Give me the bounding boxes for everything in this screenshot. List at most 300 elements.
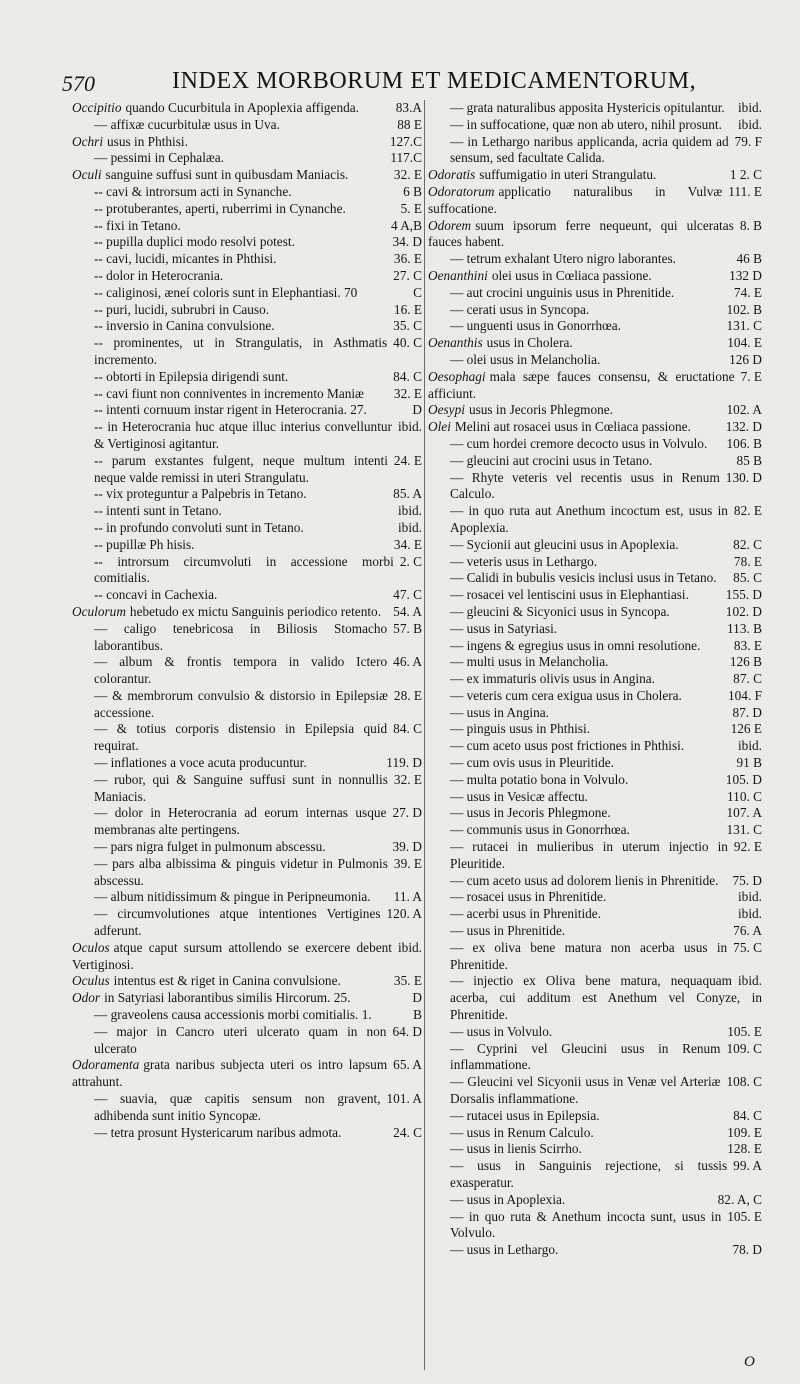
- index-entry: [428, 352, 762, 369]
- entry-reference: 99. A: [733, 1158, 762, 1174]
- entry-reference: 4 A,B: [390, 217, 422, 233]
- entry-headword: Oenanthini: [428, 267, 488, 283]
- entry-reference: 78. D: [732, 1242, 762, 1258]
- column-divider: [424, 100, 425, 1370]
- index-entry: [428, 621, 762, 638]
- index-entry: [428, 906, 762, 923]
- entry-text: — rosacei usus in Phrenitide.: [450, 889, 607, 905]
- index-column-left: [72, 100, 422, 1370]
- index-entry: [72, 654, 422, 688]
- entry-reference: 108. C: [726, 1074, 762, 1090]
- entry-text: -- obtorti in Epilepsia dirigendi sunt.: [94, 368, 289, 384]
- index-entry: [428, 671, 762, 688]
- index-entry: [428, 402, 762, 419]
- index-entry: [72, 184, 422, 201]
- entry-reference: 84. C: [393, 368, 422, 384]
- index-entry: [72, 503, 422, 520]
- entry-reference: 110. C: [727, 788, 762, 804]
- entry-text: — in suffocatione, quæ non ab utero, nihil prosunt.: [450, 116, 722, 132]
- entry-headword: Oculorum: [72, 603, 126, 619]
- entry-reference: 88 E: [397, 116, 422, 132]
- entry-headword: Oculus: [72, 973, 110, 989]
- entry-reference: 1 2. C: [729, 167, 762, 183]
- index-entry: [72, 201, 422, 218]
- index-entry: [72, 402, 422, 419]
- entry-text: -- prominentes, ut in Strangulatis, in Asthmatis incremento.: [94, 335, 388, 367]
- entry-text: — pars nigra fulget in pulmonum abscessu.: [94, 839, 326, 855]
- entry-reference: 76. A: [733, 923, 762, 939]
- running-title: INDEX MORBORUM ET MEDICAMENTORUM,: [172, 68, 697, 94]
- entry-text: -- parum exstantes fulgent, neque multum intenti neque valde remissi in uteri Strangulatu.: [94, 452, 388, 485]
- index-entry: [428, 721, 762, 738]
- entry-reference: 27. C: [393, 267, 422, 283]
- index-entry: [72, 1024, 422, 1058]
- entry-text: — album & frontis tempora in valido Ictero colorantur.: [94, 654, 388, 687]
- entry-text: — usus in Vesicæ affectu.: [450, 788, 589, 804]
- entry-text: — usus in lienis Scirrho.: [450, 1141, 582, 1157]
- entry-text: olei usus in Cœliaca passione.: [491, 267, 652, 283]
- entry-reference: C: [413, 284, 422, 300]
- entry-text: — in quo ruta & Anethum incocta sunt, usus in Volvulo.: [450, 1208, 722, 1241]
- index-entry: [72, 621, 422, 655]
- entry-reference: 109. E: [727, 1124, 762, 1140]
- entry-text: — in Lethargo naribus applicanda, acria quidem ad sensum, sed facultate Calida.: [450, 133, 729, 166]
- entry-headword: Oesypi: [428, 402, 465, 418]
- entry-reference: 74. E: [733, 284, 762, 300]
- entry-text: — multa potatio bona in Volvulo.: [450, 771, 629, 787]
- entry-text: usus in Cholera.: [486, 335, 573, 351]
- index-entry: [428, 268, 762, 285]
- entry-text: Melini aut rosacei usus in Cœliaca passione.: [454, 419, 691, 435]
- index-entry: [72, 721, 422, 755]
- entry-reference: 28. E: [393, 687, 422, 703]
- entry-reference: 79. F: [734, 133, 762, 149]
- entry-reference: 36. E: [393, 251, 422, 267]
- entry-text: usus in Phthisi.: [107, 133, 188, 149]
- entry-reference: 34. D: [392, 234, 422, 250]
- entry-text: -- intenti sunt in Tetano.: [94, 503, 222, 519]
- index-entry: [428, 940, 762, 974]
- entry-reference: 128. E: [727, 1141, 762, 1157]
- entry-text: -- pupillæ Ph hisis.: [94, 536, 195, 552]
- entry-text: — caligo tenebricosa in Biliosis Stomacho laborantibus.: [94, 620, 388, 653]
- entry-reference: 85. C: [733, 570, 762, 586]
- entry-reference: ibid.: [737, 738, 762, 754]
- entry-reference: 82. E: [733, 503, 762, 519]
- index-entry: [428, 738, 762, 755]
- entry-text: -- caliginosi, æneí coloris sunt in Elephantiasi. 70: [94, 284, 358, 300]
- entry-reference: 107. A: [726, 805, 762, 821]
- page-number: 570: [62, 71, 95, 96]
- entry-reference: 117.C: [390, 150, 422, 166]
- entry-text: — graveolens causa accessionis morbi comitialis. 1.: [94, 1007, 372, 1023]
- entry-text: — usus in Sanguinis rejectione, si tussis exasperatur.: [450, 1158, 728, 1190]
- index-entry: [72, 386, 422, 403]
- entry-headword: Odoratis: [428, 167, 476, 183]
- entry-reference: 109. C: [726, 1040, 762, 1056]
- entry-reference: 85 B: [736, 452, 762, 468]
- entry-text: — veteris cum cera exigua usus in Cholera.: [450, 687, 682, 703]
- index-entry: [428, 100, 762, 117]
- index-entry: [428, 923, 762, 940]
- index-entry: [428, 688, 762, 705]
- entry-reference: 54. A: [393, 603, 422, 619]
- entry-reference: 16. E: [393, 301, 422, 317]
- index-entry: [428, 873, 762, 890]
- entry-reference: 126 B: [729, 654, 762, 670]
- index-entry: [72, 1091, 422, 1125]
- entry-text: — injectio ex Oliva bene matura, nequaquam acerba, cui additum est Anethum vel Conyze, in Phrenitide.: [450, 973, 762, 1023]
- entry-reference: 104. E: [727, 335, 762, 351]
- entry-reference: 84. C: [393, 721, 422, 737]
- index-entry: [428, 889, 762, 906]
- entry-text: — grata naturalibus apposita Hystericis opitulantur.: [450, 100, 725, 115]
- index-entry: [72, 1007, 422, 1024]
- entry-text: — cum aceto usus ad dolorem lienis in Phrenitide.: [450, 872, 719, 888]
- index-entry: [72, 688, 422, 722]
- index-entry: [428, 755, 762, 772]
- entry-headword: Odoratorum: [428, 183, 495, 199]
- index-entry: [72, 167, 422, 184]
- index-column-right: [428, 100, 762, 1370]
- entry-reference: 104. F: [728, 687, 762, 703]
- entry-reference: D: [412, 402, 422, 418]
- entry-text: — tetrum exhalant Utero nigro laborantes.: [450, 251, 676, 267]
- index-entry: [428, 318, 762, 335]
- entry-reference: 39. E: [393, 855, 422, 871]
- entry-text: — usus in Angina.: [450, 704, 549, 720]
- entry-text: — rosacei vel lentiscini usus in Elephantiasi.: [450, 587, 689, 603]
- index-entry: [428, 453, 762, 470]
- index-entry: [72, 302, 422, 319]
- entry-reference: ibid.: [397, 503, 422, 519]
- entry-text: suffumigatio in uteri Strangulatu.: [479, 167, 657, 183]
- entry-text: — & membrorum convulsio & distorsio in Epilepsiæ accessione.: [94, 687, 388, 720]
- index-entry: [72, 335, 422, 369]
- entry-text: intentus est & riget in Canina convulsione.: [113, 973, 341, 989]
- entry-text: — unguenti usus in Gonorrhœa.: [450, 318, 621, 334]
- entry-reference: 85. A: [393, 486, 422, 502]
- entry-reference: 131. C: [726, 822, 762, 838]
- entry-reference: 2. C: [399, 553, 422, 569]
- entry-reference: ibid.: [737, 906, 762, 922]
- index-entry: [428, 1041, 762, 1075]
- entry-reference: 32. E: [393, 385, 422, 401]
- entry-reference: ibid.: [397, 939, 422, 955]
- entry-text: — affixæ cucurbitulæ usus in Uva.: [94, 116, 280, 132]
- entry-text: — inflationes a voce acuta producuntur.: [94, 755, 307, 771]
- index-entry: [72, 285, 422, 302]
- entry-text: — aut crocini unguinis usus in Phrenitide.: [450, 284, 675, 300]
- entry-reference: 35. E: [393, 973, 422, 989]
- index-entry: [428, 537, 762, 554]
- entry-reference: 106. B: [726, 435, 762, 451]
- index-entry: [428, 1024, 762, 1041]
- index-entry: [72, 268, 422, 285]
- entry-text: -- cavi, lucidi, micantes in Phthisi.: [94, 251, 277, 267]
- entry-text: -- pupilla duplici modo resolvi potest.: [94, 234, 295, 250]
- index-entry: [428, 419, 762, 436]
- index-entry: [428, 184, 762, 218]
- entry-text: — usus in Phrenitide.: [450, 923, 566, 939]
- index-entry: [428, 218, 762, 252]
- entry-text: -- fixi in Tetano.: [94, 217, 181, 233]
- entry-text: -- dolor in Heterocrania.: [94, 267, 224, 283]
- entry-reference: 6 B: [403, 183, 422, 199]
- index-entry: [428, 369, 762, 403]
- index-entry: [428, 1209, 762, 1243]
- index-entry: [428, 1074, 762, 1108]
- entry-text: — usus in Satyriasi.: [450, 620, 558, 636]
- index-entry: [428, 1242, 762, 1259]
- index-entry: [428, 1158, 762, 1192]
- entry-text: -- cavi fiunt non conniventes in incremento Maniæ: [94, 385, 364, 401]
- entry-text: — Calidi in bubulis vesicis inclusi usus in Tetano.: [450, 570, 717, 586]
- entry-reference: 119. D: [386, 755, 422, 771]
- entry-reference: 84. C: [733, 1107, 762, 1123]
- index-entry: [72, 117, 422, 134]
- index-entry: [428, 973, 762, 1023]
- index-entry: [428, 134, 762, 168]
- entry-reference: 5. E: [400, 200, 422, 216]
- entry-text: — circumvolutiones atque intentiones Vertigines adferunt.: [94, 906, 381, 939]
- entry-headword: Odorem: [428, 217, 472, 233]
- entry-reference: 32. E: [393, 167, 422, 183]
- index-entry: [72, 805, 422, 839]
- index-entry: [428, 604, 762, 621]
- index-entry: [72, 587, 422, 604]
- entry-text: — Gleucini vel Sicyonii usus in Venæ vel Arteriæ Dorsalis inflammatione.: [450, 1074, 721, 1107]
- index-entry: [72, 604, 422, 621]
- entry-reference: 130. D: [725, 469, 762, 485]
- entry-reference: 87. C: [733, 671, 762, 687]
- entry-text: — Sycionii aut gleucini usus in Apoplexia.: [450, 536, 679, 552]
- entry-text: — Rhyte veteris vel recentis usus in Renum Calculo.: [450, 469, 720, 502]
- page-header: [62, 66, 752, 100]
- entry-reference: 57. B: [393, 620, 422, 636]
- entry-reference: 101. A: [386, 1091, 422, 1107]
- entry-headword: Ochri: [72, 133, 104, 149]
- entry-text: -- concavi in Cachexia.: [94, 587, 218, 603]
- index-entry: [428, 285, 762, 302]
- index-entry: [72, 486, 422, 503]
- index-entry: [72, 234, 422, 251]
- index-entry: [72, 990, 422, 1007]
- entry-reference: 105. E: [727, 1208, 762, 1224]
- entry-reference: 92. E: [733, 839, 762, 855]
- entry-reference: 46 B: [736, 251, 762, 267]
- entry-reference: 82. C: [733, 536, 762, 552]
- index-entry: [428, 1108, 762, 1125]
- entry-reference: 24. C: [393, 1124, 422, 1140]
- entry-text: — communis usus in Gonorrhœa.: [450, 822, 630, 838]
- entry-headword: Oesophagi: [428, 368, 486, 384]
- index-entry: [72, 755, 422, 772]
- entry-text: — & totius corporis distensio in Epilepsia quid requirat.: [94, 721, 388, 754]
- entry-reference: 132. D: [725, 419, 762, 435]
- index-entry: [72, 537, 422, 554]
- entry-headword: Oculi: [72, 167, 102, 183]
- entry-text: -- puri, lucidi, subrubri in Causo.: [94, 301, 270, 317]
- index-entry: [72, 856, 422, 890]
- entry-reference: 126 E: [730, 721, 762, 737]
- index-entry: [72, 218, 422, 235]
- entry-text: mala sæpe fauces consensu, & eructatione afficiunt.: [428, 368, 735, 401]
- entry-headword: Odoramenta: [72, 1057, 140, 1073]
- entry-text: applicatio naturalibus in Vulvæ suffocatione.: [428, 183, 723, 216]
- entry-reference: 64. D: [392, 1023, 422, 1039]
- entry-text: -- cavi & introrsum acti in Synanche.: [94, 183, 292, 199]
- entry-text: — gleucini aut crocini usus in Tetano.: [450, 452, 653, 468]
- entry-reference: 83. E: [733, 637, 762, 653]
- entry-text: hebetudo ex mictu Sanguinis periodico retento.: [129, 603, 382, 619]
- entry-text: — cum ovis usus in Pleuritide.: [450, 755, 614, 771]
- entry-headword: Occipitio: [72, 100, 122, 115]
- entry-reference: 105. E: [727, 1023, 762, 1039]
- entry-headword: Odor: [72, 990, 101, 1006]
- index-entry: [72, 973, 422, 990]
- entry-text: -- protuberantes, aperti, ruberrimi in Cynanche.: [94, 200, 346, 216]
- entry-text: grata naribus subjecta uteri os intro lapsum attrahunt.: [72, 1057, 388, 1090]
- entry-reference: 7. E: [740, 368, 762, 384]
- index-entry: [72, 453, 422, 487]
- catchword: O: [744, 1354, 755, 1370]
- entry-text: in Satyriasi laborantibus similis Hircorum. 25.: [104, 990, 351, 1006]
- entry-reference: 34. E: [393, 536, 422, 552]
- entry-text: — cerati usus in Syncopa.: [450, 301, 590, 317]
- entry-text: — cum hordei cremore decocto usus in Volvulo.: [450, 435, 708, 451]
- entry-text: — pars alba albissima & pinguis videtur in Pulmonis abscessu.: [94, 855, 388, 888]
- index-entry: [72, 150, 422, 167]
- entry-reference: ibid.: [737, 100, 762, 115]
- index-entry: [428, 654, 762, 671]
- entry-reference: 32. E: [393, 771, 422, 787]
- entry-headword: Olei: [428, 419, 451, 435]
- entry-reference: 35. C: [393, 318, 422, 334]
- entry-text: — dolor in Heterocrania ad eorum internas usque membranas alte pertingens.: [94, 805, 387, 838]
- index-entry: [428, 705, 762, 722]
- index-entry: [428, 570, 762, 587]
- entry-reference: 65. A: [393, 1057, 422, 1073]
- entry-text: — major in Cancro uteri ulcerato quam in non ulcerato: [94, 1023, 387, 1056]
- index-entry: [72, 134, 422, 151]
- entry-text: — multi usus in Melancholia.: [450, 654, 609, 670]
- entry-reference: 83.A: [395, 100, 422, 115]
- entry-reference: 24. E: [393, 452, 422, 468]
- entry-reference: 105. D: [725, 771, 762, 787]
- entry-text: — suavia, quæ capitis sensum non gravent, adhibenda sunt initio Syncopæ.: [94, 1091, 381, 1123]
- entry-text: — gleucini & Sicyonici usus in Syncopa.: [450, 603, 670, 619]
- index-entry: [428, 335, 762, 352]
- entry-reference: 39. D: [392, 839, 422, 855]
- entry-reference: 113. B: [727, 620, 762, 636]
- entry-reference: 91 B: [736, 755, 762, 771]
- index-entry: [72, 940, 422, 974]
- entry-text: -- vix proteguntur a Palpebris in Tetano.: [94, 486, 307, 502]
- index-entry: [428, 1141, 762, 1158]
- index-entry: [428, 587, 762, 604]
- entry-reference: 102. A: [726, 402, 762, 418]
- entry-text: -- intenti cornuum instar rigent in Heterocrania. 27.: [94, 402, 367, 418]
- index-entry: [72, 554, 422, 588]
- entry-text: — usus in Renum Calculo.: [450, 1124, 594, 1140]
- entry-reference: 132 D: [729, 267, 762, 283]
- index-entry: [428, 805, 762, 822]
- entry-reference: 155. D: [725, 587, 762, 603]
- index-entry: [72, 369, 422, 386]
- entry-reference: B: [413, 1007, 422, 1023]
- index-entry: [72, 772, 422, 806]
- entry-text: — ingens & egregius usus in omni resolutione.: [450, 637, 701, 653]
- entry-headword: Oenanthis: [428, 335, 483, 351]
- index-entry: [428, 1125, 762, 1142]
- entry-reference: 120. A: [386, 906, 422, 922]
- entry-text: quando Cucurbitula in Apoplexia affigenda.: [125, 100, 359, 115]
- entry-text: -- inversio in Canina convulsione.: [94, 318, 275, 334]
- index-entry: [72, 1057, 422, 1091]
- index-entry: [428, 436, 762, 453]
- entry-reference: 131. C: [726, 318, 762, 334]
- entry-text: -- introrsum circumvoluti in accessione morbi comitialis.: [94, 553, 394, 586]
- entry-reference: 111. E: [728, 183, 762, 199]
- entry-reference: 40. C: [393, 335, 422, 351]
- entry-reference: 102. B: [726, 301, 762, 317]
- entry-text: -- in Heterocrania huc atque illuc interius convelluntur & Vertiginosi agitantur.: [94, 419, 392, 451]
- index-entry: [428, 251, 762, 268]
- entry-reference: 47. C: [393, 587, 422, 603]
- entry-text: — tetra prosunt Hystericarum naribus admota.: [94, 1124, 342, 1140]
- entry-text: — ex immaturis olivis usus in Angina.: [450, 671, 655, 687]
- entry-text: — olei usus in Melancholia.: [450, 351, 601, 367]
- entry-text: — usus in Apoplexia.: [450, 1191, 566, 1207]
- entry-reference: D: [412, 990, 422, 1006]
- entry-reference: 127.C: [389, 133, 422, 149]
- index-entry: [428, 789, 762, 806]
- entry-text: — veteris usus in Lethargo.: [450, 553, 598, 569]
- index-entry: [428, 839, 762, 873]
- entry-text: — pinguis usus in Phthisi.: [450, 721, 591, 737]
- index-entry: [428, 167, 762, 184]
- entry-reference: 8. B: [739, 217, 762, 233]
- entry-text: — Cyprini vel Gleucini usus in Renum inflammatione.: [450, 1040, 721, 1073]
- index-entry: [428, 822, 762, 839]
- entry-text: — usus in Volvulo.: [450, 1023, 553, 1039]
- entry-reference: 87. D: [732, 704, 762, 720]
- entry-text: — in quo ruta aut Anethum incoctum est, usus in Apoplexia.: [450, 503, 728, 535]
- index-entry: [428, 302, 762, 319]
- entry-reference: 102. D: [725, 603, 762, 619]
- entry-text: — usus in Lethargo.: [450, 1242, 559, 1258]
- entry-text: — rubor, qui & Sanguine suffusi sunt in nonnullis Maniacis.: [94, 771, 388, 804]
- entry-text: — pessimi in Cephalæa.: [94, 150, 225, 166]
- index-entry: [72, 906, 422, 940]
- index-entry: [428, 1192, 762, 1209]
- entry-reference: ibid.: [737, 116, 762, 132]
- index-entry: [428, 503, 762, 537]
- index-entry: [72, 520, 422, 537]
- entry-reference: ibid.: [737, 889, 762, 905]
- entry-headword: Oculos: [72, 939, 110, 955]
- entry-text: sanguine suffusi sunt in quibusdam Maniacis.: [105, 167, 349, 183]
- index-entry: [72, 419, 422, 453]
- index-entry: [72, 1125, 422, 1142]
- entry-reference: 78. E: [733, 553, 762, 569]
- index-entry: [72, 100, 422, 117]
- entry-reference: ibid.: [397, 519, 422, 535]
- index-entry: [72, 889, 422, 906]
- entry-reference: 46. A: [393, 654, 422, 670]
- entry-reference: 126 D: [729, 351, 762, 367]
